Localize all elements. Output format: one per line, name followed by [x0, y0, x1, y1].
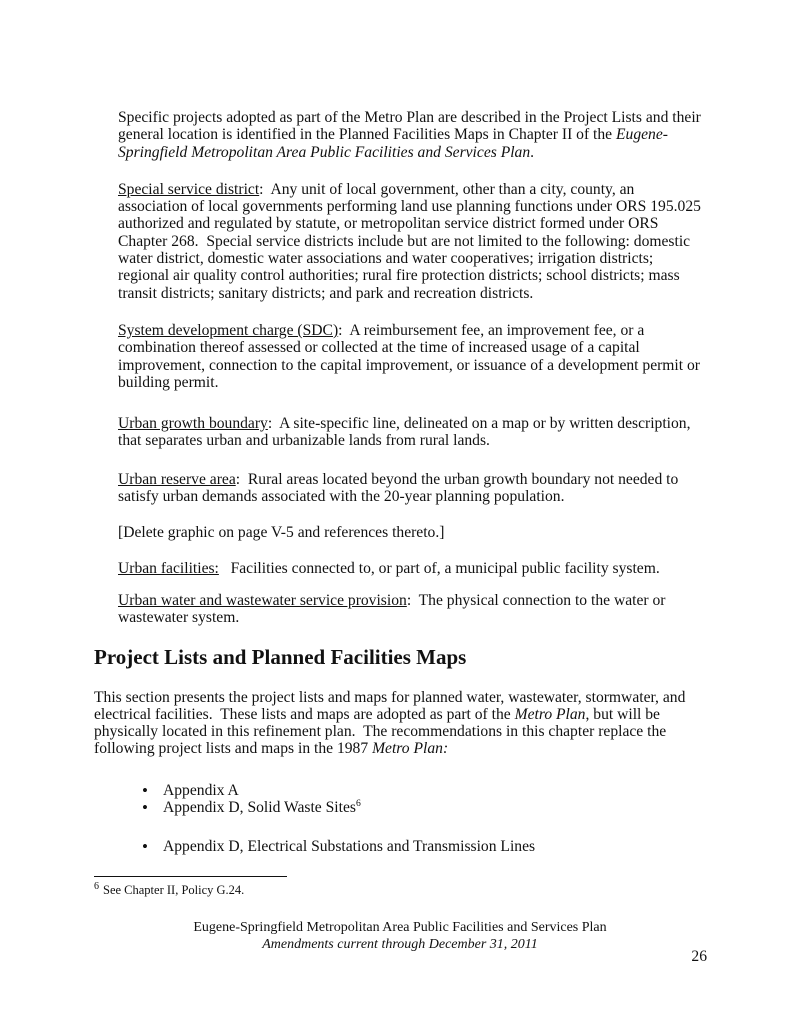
page-content [94, 109, 706, 953]
text-run: Special service district [118, 180, 260, 198]
text-run: Metro Plan [514, 705, 586, 723]
appendix-list-item [163, 799, 706, 816]
text-run: This section presents the project lists and maps for planned water, wastewater, stormwater, and electrical facilities. These lists and maps are adopted as part of the [94, 688, 690, 723]
text-run: Metro Plan: [372, 740, 449, 758]
appendix-list-item [163, 838, 706, 855]
text-run: . [530, 143, 535, 161]
footer-title: Eugene-Springfield Metropolitan Area Public Facilities and Services Plan [193, 919, 607, 935]
footnote [94, 880, 706, 898]
text-run: Specific projects adopted as part of the Metro Plan are described in the Project Lists and their general location is identified in the Planned Facilities Maps in Chapter II of the [118, 109, 705, 144]
footer-subtitle: Amendments current through December 31, 2011 [262, 936, 538, 952]
body-paragraph [118, 181, 706, 302]
text-run: Appendix D, Solid Waste Sites [163, 799, 356, 817]
text-run: [Delete graphic on page V-5 and references thereto.] [118, 524, 445, 542]
section-heading: Project Lists and Planned Facilities Maps [94, 644, 467, 669]
text-run: Facilities connected to, or part of, a municipal public facility system. [218, 559, 660, 577]
body-paragraph [118, 560, 706, 577]
text-run: : A reimbursement fee, an improvement fee, or a combination thereof assessed or collected at the time of increased usage of a capital improvement, connection to the capital improvement, or issuance of a development permit or building permit. [118, 321, 704, 391]
body-paragraph [118, 471, 706, 506]
appendix-list-item [163, 782, 706, 799]
body-paragraph [118, 109, 706, 161]
body-paragraph [118, 322, 706, 391]
text-run: : Any unit of local government, other than a city, county, an association of local governments performing land use planning functions under ORS 195.025 authorized and regulated by statute, or metropolitan service district formed under ORS Chapter 268. Special service districts include but are not limited to the following: domestic water district, domestic water associations and water cooperatives; irrigation districts; regional air quality control authorities; rural fire protection districts; school districts; mass transit districts; sanitary districts; and park and recreation districts. [118, 180, 705, 302]
text-run: Eugene-Springfield Metropolitan Area Public Facilities and Services Plan [118, 126, 668, 161]
section-intro-paragraph [94, 689, 706, 758]
text-run: 6 [355, 797, 361, 809]
appendix-list [94, 782, 706, 856]
text-run: Appendix A [163, 781, 239, 799]
text-run: Urban water and wastewater service provision [118, 591, 407, 609]
footnote-marker: 6 [94, 880, 99, 892]
footnote-text: See Chapter II, Policy G.24. [103, 882, 245, 897]
body-paragraph [118, 592, 706, 627]
definition-paragraphs [118, 109, 706, 627]
page-footer [94, 919, 706, 953]
text-run: System development charge (SDC) [118, 321, 339, 339]
body-paragraph [118, 415, 706, 450]
body-paragraph [118, 524, 706, 541]
text-run: : A site-specific line, delineated on a map or by written description, that separates urban and urbanizable lands from rural lands. [118, 415, 695, 450]
text-run: Urban growth boundary [118, 415, 268, 433]
page-number: 26 [691, 948, 707, 965]
text-run: Appendix D, Electrical Substations and Transmission Lines [163, 838, 536, 856]
text-run: , but will be physically located in this refinement plan. The recommendations in this chapter replace the following project lists and maps in the 1987 [94, 705, 671, 758]
text-run: Urban reserve area [118, 470, 236, 488]
footnote-separator [94, 876, 287, 877]
text-run: Urban facilities: [118, 559, 219, 577]
text-run: : The physical connection to the water or wastewater system. [118, 591, 670, 627]
text-run: : Rural areas located beyond the urban growth boundary not needed to satisfy urban demands associated with the 20-year planning population. [118, 470, 683, 506]
